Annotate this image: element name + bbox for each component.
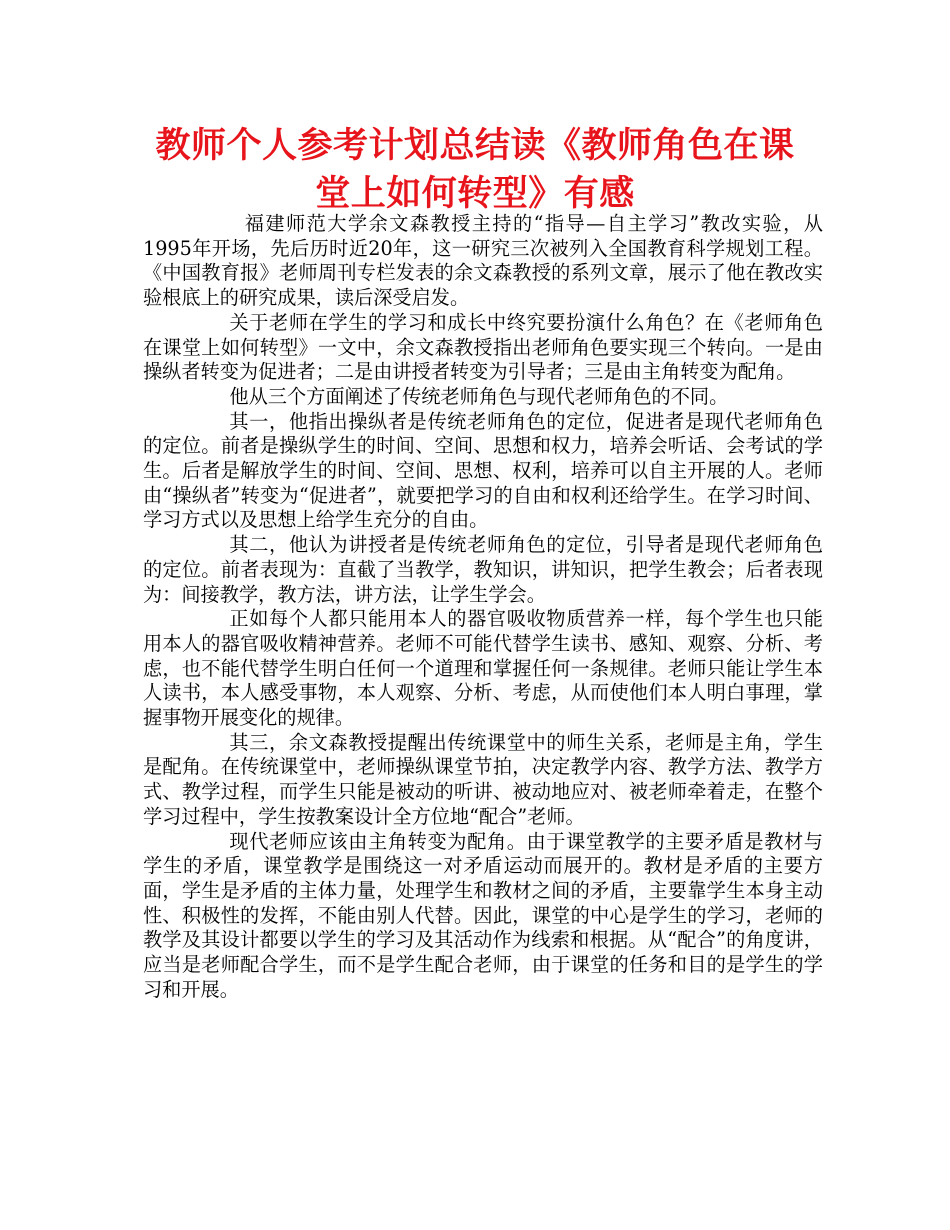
paragraph: 福建师范大学余文森教授主持的“指导—自主学习”教改实验，从1995年开场，先后历时近20年，这一研究三次被列入全国教育科学规划工程。《中国教育报》老师周刊专栏发表的余文森教授的系列文章，展示了他在教改实验根底上的研究成果，读后深受启发。 (143, 212, 823, 310)
paragraph: 他从三个方面阐述了传统老师角色与现代老师角色的不同。 (229, 384, 729, 408)
paragraph: 现代老师应该由主角转变为配角。由于课堂教学的主要矛盾是教材与学生的矛盾，课堂教学是围绕这一对矛盾运动而展开的。教材是矛盾的主要方面，学生是矛盾的主体力量，处理学生和教材之间的矛盾，主要靠学生本身主动性、积极性的发挥，不能由别人代替。因此，课堂的中心是学生的学习，老师的教学及其设计都要以学生的学习及其活动作为线索和根据。从“配合”的角度讲，应当是老师配合学生，而不是学生配合老师，由于课堂的任务和目的是学生的学习和开展。 (143, 829, 823, 1001)
paragraph: 其二，他认为讲授者是传统老师角色的定位，引导者是现代老师角色的定位。前者表现为：直截了当教学，教知识，讲知识，把学生教会；后者表现为：间接教学，教方法，讲方法，让学生学会。 (143, 533, 823, 606)
paragraph: 关于老师在学生的学习和成长中终究要扮演什么角色？在《老师角色在课堂上如何转型》一文中，余文森教授指出老师角色要实现三个转向。一是由操纵者转变为促进者；二是由讲授者转变为引导者；三是由主角转变为配角。 (143, 310, 823, 384)
title-line-1: 教师个人参考计划总结读《教师角色在课 (155, 126, 795, 166)
title-line-2: 堂上如何转型》有感 (315, 174, 635, 214)
paragraph: 其三，余文森教授提醒出传统课堂中的师生关系，老师是主角，学生是配角。在传统课堂中，老师操纵课堂节拍，决定教学内容、教学方法、教学方式、教学过程，而学生只能是被动的听讲、被动地应对、被老师牵着走，在整个学习过程中，学生按教案设计全方位地“配合”老师。 (143, 730, 823, 828)
paragraph: 其一，他指出操纵者是传统老师角色的定位，促进者是现代老师角色的定位。前者是操纵学生的时间、空间、思想和权力，培养会听话、会考试的学生。后者是解放学生的时间、空间、思想、权利，培养可以自主开展的人。老师由“操纵者”转变为“促进者”，就要把学习的自由和权利还给学生。在学习时间、学习方式以及思想上给学生充分的自由。 (143, 409, 823, 532)
document-body (143, 212, 823, 1003)
paragraph: 正如每个人都只能用本人的器官吸收物质营养一样，每个学生也只能用本人的器官吸收精神营养。老师不可能代替学生读书、感知、观察、分析、考虑，也不能代替学生明白任何一个道理和掌握任何一条规律。老师只能让学生本人读书，本人感受事物，本人观察、分析、考虑，从而使他们本人明白事理，掌握事物开展变化的规律。 (143, 607, 823, 730)
document-title (100, 122, 850, 218)
